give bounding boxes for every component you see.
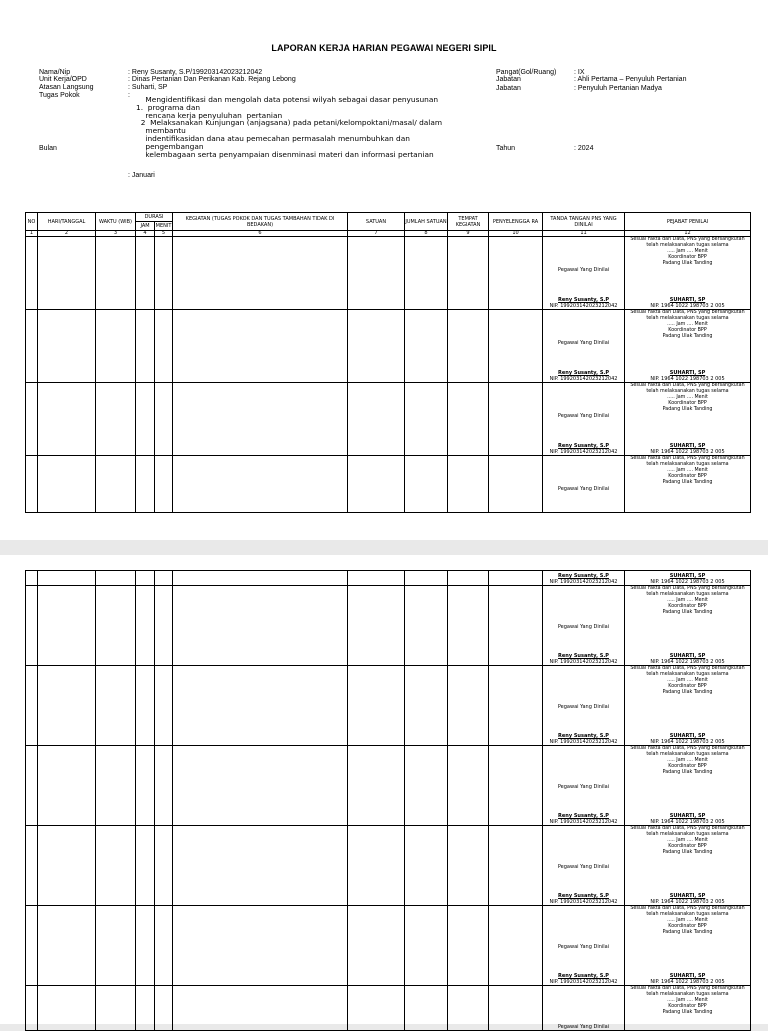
- tugas-pokok-line: indentifikasidan dana atau pemecahan permasalah menumbuhkan dan: [136, 133, 410, 143]
- cell-pejabat-penilai: [625, 310, 751, 383]
- pegawai-name: Reny Susanty, S.P: [558, 370, 609, 376]
- penilai-note: [625, 826, 750, 856]
- penilai-note: [625, 986, 750, 1016]
- cell-penyelenggara[interactable]: [489, 456, 543, 513]
- penilai-nip: NIP. 1964 1022 198703 2 005: [650, 449, 725, 455]
- cell-jumlah[interactable]: [405, 906, 448, 986]
- cell-hari-tanggal[interactable]: [38, 826, 96, 906]
- penilai-note-line: Sesuai Fakta dan Data, PNS yang bersangkutan: [630, 826, 745, 831]
- pegawai-label: Pegawai Yang Dinilai: [557, 784, 610, 790]
- value-atasan: : Suharti, SP: [128, 84, 168, 91]
- pegawai-label: Pegawai Yang Dinilai: [557, 864, 610, 870]
- cell-penyelenggara[interactable]: [489, 310, 543, 383]
- penilai-note: [625, 456, 750, 486]
- col-header-menit: MENIT: [155, 223, 172, 229]
- cell-tempat[interactable]: [448, 906, 489, 986]
- value-unit-kerja: : Dinas Pertanian Dan Perikanan Kab. Rejang Lebong: [128, 76, 296, 83]
- penilai-note: [625, 906, 750, 936]
- cell-waktu[interactable]: [96, 310, 136, 383]
- penilai-nip: NIP. 1964 1022 198703 2 005: [650, 376, 725, 382]
- cell-penyelenggara[interactable]: [489, 826, 543, 906]
- cell-satuan[interactable]: [348, 586, 405, 666]
- cell-ttd-pegawai: [543, 746, 625, 826]
- cell-pejabat-penilai: [625, 666, 751, 746]
- penilai-note-line: Padang Ulak Tanding: [662, 261, 713, 267]
- penilai-note-line: Padang Ulak Tanding: [662, 770, 713, 776]
- cell-jam[interactable]: [136, 571, 155, 586]
- col-header-tempat: TEMPAT KEGIATAN: [448, 213, 489, 231]
- cell-no[interactable]: [26, 906, 38, 986]
- cell-waktu[interactable]: [96, 826, 136, 906]
- cell-tempat[interactable]: [448, 571, 489, 586]
- cell-waktu[interactable]: [96, 383, 136, 456]
- penilai-note-line: ..... Jam .... Menit: [667, 838, 708, 844]
- label-nama-nip: Nama/Nip: [39, 69, 71, 76]
- penilai-note-line: ..... Jam .... Menit: [667, 468, 708, 474]
- cell-penyelenggara[interactable]: [489, 383, 543, 456]
- penilai-note-line: Koordinator BPP: [668, 844, 707, 850]
- cell-jumlah[interactable]: [405, 666, 448, 746]
- pegawai-label: Pegawai Yang Dinilai: [557, 624, 610, 630]
- penilai-name: SUHARTI, SP: [669, 893, 706, 899]
- penilai-name: SUHARTI, SP: [669, 973, 706, 979]
- cell-no[interactable]: [26, 237, 38, 310]
- col-number: 3: [96, 231, 136, 237]
- cell-menit[interactable]: [155, 383, 173, 456]
- cell-penyelenggara[interactable]: [489, 906, 543, 986]
- cell-jumlah[interactable]: [405, 237, 448, 310]
- cell-penyelenggara[interactable]: [489, 666, 543, 746]
- penilai-note-line: Koordinator BPP: [668, 604, 707, 610]
- cell-waktu[interactable]: [96, 237, 136, 310]
- pegawai-label: Pegawai Yang Dinilai: [557, 704, 610, 710]
- cell-pejabat-penilai: [625, 746, 751, 826]
- pegawai-label: Pegawai Yang Dinilai: [557, 1024, 610, 1030]
- cell-waktu[interactable]: [96, 586, 136, 666]
- cell-no[interactable]: [26, 666, 38, 746]
- col-header-jam: JAM: [136, 222, 155, 231]
- cell-satuan[interactable]: [348, 666, 405, 746]
- cell-kegiatan[interactable]: [173, 826, 348, 906]
- cell-tempat[interactable]: [448, 383, 489, 456]
- cell-waktu[interactable]: [96, 746, 136, 826]
- tugas-pokok-line: 2 Melaksanakan Kunjungan (anjagsana) pada petani/kelompoktani/masal/ dalam: [136, 118, 443, 128]
- col-number: 6: [173, 231, 348, 237]
- cell-jumlah[interactable]: [405, 310, 448, 383]
- penilai-note-line: ..... Jam .... Menit: [667, 322, 708, 328]
- penilai-note-line: Padang Ulak Tanding: [662, 930, 713, 936]
- label-atasan: Atasan Langsung: [39, 84, 94, 91]
- penilai-note-line: Koordinator BPP: [668, 924, 707, 930]
- tugas-pokok-line: pengembangan: [136, 141, 204, 151]
- cell-kegiatan[interactable]: [173, 666, 348, 746]
- cell-kegiatan[interactable]: [173, 906, 348, 986]
- cell-ttd-pegawai: [543, 826, 625, 906]
- penilai-note-line: ..... Jam .... Menit: [667, 249, 708, 255]
- penilai-note-line: Padang Ulak Tanding: [662, 407, 713, 413]
- cell-tempat[interactable]: [448, 666, 489, 746]
- penilai-name: SUHARTI, SP: [669, 297, 706, 303]
- value-nama-nip: : Reny Susanty, S.P/199203142023212042: [128, 69, 263, 76]
- col-number: 8: [405, 231, 448, 237]
- penilai-note-line: Padang Ulak Tanding: [662, 480, 713, 486]
- cell-menit[interactable]: [155, 310, 173, 383]
- penilai-note-line: telah melaksanakan tugas selama: [646, 832, 729, 838]
- cell-penyelenggara[interactable]: [489, 746, 543, 826]
- pegawai-label: Pegawai Yang Dinilai: [557, 267, 610, 273]
- cell-pejabat-penilai: [625, 826, 751, 906]
- cell-jumlah[interactable]: [405, 383, 448, 456]
- col-header-ttd: TANDA TANGAN PNS YANG DINILAI: [543, 213, 625, 231]
- cell-satuan[interactable]: [348, 383, 405, 456]
- table-row: [26, 746, 751, 826]
- label-unit-kerja: Unit Kerja/OPD: [39, 76, 87, 83]
- col-header-hari: HARI/TANGGAL: [38, 213, 96, 231]
- label-jabatan-1: Jabatan: [496, 76, 521, 83]
- table-row: [26, 571, 751, 586]
- penilai-name: SUHARTI, SP: [669, 443, 706, 449]
- penilai-note-line: Sesuai Fakta dan Data, PNS yang bersangkutan: [630, 383, 745, 388]
- cell-menit[interactable]: [155, 826, 173, 906]
- pegawai-nip: NIP. 199203142023212042: [549, 899, 618, 905]
- penilai-note-line: ..... Jam .... Menit: [667, 918, 708, 924]
- penilai-note: [625, 237, 750, 267]
- penilai-note-line: Sesuai Fakta dan Data, PNS yang bersangkutan: [630, 666, 745, 671]
- penilai-name: SUHARTI, SP: [669, 733, 706, 739]
- cell-kegiatan[interactable]: [173, 237, 348, 310]
- page-2: [0, 555, 768, 1030]
- table-row: [26, 666, 751, 746]
- cell-jam[interactable]: [136, 383, 155, 456]
- penilai-note-line: Koordinator BPP: [668, 255, 707, 261]
- pegawai-label: Pegawai Yang Dinilai: [557, 944, 610, 950]
- penilai-nip: NIP. 1964 1022 198703 2 005: [650, 659, 725, 665]
- cell-menit[interactable]: [155, 746, 173, 826]
- penilai-note: [625, 383, 750, 413]
- col-header-durasi: DURASI: [136, 213, 173, 222]
- cell-ttd-pegawai: [543, 586, 625, 666]
- tugas-pokok-line: kelembagaan serta penyampaian disenminasi materi dan informasi pertanian: [136, 149, 434, 159]
- label-jabatan-2: Jabatan: [496, 85, 521, 92]
- col-header-penyelenggara: PENYELENGGA RA: [489, 213, 543, 231]
- report-title: LAPORAN KERJA HARIAN PEGAWAI NEGERI SIPIL: [271, 43, 497, 53]
- cell-jumlah[interactable]: [405, 586, 448, 666]
- pegawai-nip: NIP. 199203142023212042: [549, 303, 618, 309]
- cell-kegiatan[interactable]: [173, 383, 348, 456]
- penilai-note-line: ..... Jam .... Menit: [667, 998, 708, 1004]
- penilai-note-line: Padang Ulak Tanding: [662, 690, 713, 696]
- pegawai-nip: NIP. 199203142023212042: [549, 819, 618, 825]
- penilai-note-line: Padang Ulak Tanding: [662, 850, 713, 856]
- penilai-note-line: ..... Jam .... Menit: [667, 395, 708, 401]
- pegawai-name: Reny Susanty, S.P: [558, 893, 609, 899]
- cell-ttd-pegawai: [543, 906, 625, 986]
- penilai-name: SUHARTI, SP: [669, 813, 706, 819]
- table-row: [26, 383, 751, 456]
- pegawai-name: Reny Susanty, S.P: [558, 653, 609, 659]
- cell-satuan[interactable]: [348, 310, 405, 383]
- cell-no[interactable]: [26, 383, 38, 456]
- cell-satuan[interactable]: [348, 746, 405, 826]
- penilai-note-line: Koordinator BPP: [668, 328, 707, 334]
- cell-no[interactable]: [26, 571, 38, 586]
- cell-ttd-pegawai: [543, 666, 625, 746]
- penilai-note-line: Sesuai Fakta dan Data, PNS yang bersangkutan: [630, 906, 745, 911]
- penilai-note-line: telah melaksanakan tugas selama: [646, 912, 729, 918]
- pegawai-nip: NIP. 199203142023212042: [549, 449, 618, 455]
- value-tahun: : 2024: [574, 145, 594, 152]
- cell-satuan[interactable]: [348, 826, 405, 906]
- penilai-nip: NIP. 1964 1022 198703 2 005: [650, 739, 725, 745]
- pegawai-label: Pegawai Yang Dinilai: [557, 413, 610, 419]
- cell-waktu[interactable]: [96, 906, 136, 986]
- cell-tempat[interactable]: [448, 746, 489, 826]
- cell-tempat[interactable]: [448, 586, 489, 666]
- penilai-note-line: ..... Jam .... Menit: [667, 758, 708, 764]
- penilai-note-line: telah melaksanakan tugas selama: [646, 389, 729, 395]
- cell-tempat[interactable]: [448, 237, 489, 310]
- penilai-note-line: Sesuai Fakta dan Data, PNS yang bersangkutan: [630, 986, 745, 991]
- col-number: 1: [26, 231, 38, 237]
- col-header-satuan: SATUAN: [348, 213, 405, 231]
- pegawai-nip: NIP. 199203142023212042: [549, 739, 618, 745]
- pegawai-nip: NIP. 199203142023212042: [549, 979, 618, 985]
- penilai-note: [625, 746, 750, 776]
- pegawai-name: Reny Susanty, S.P: [558, 733, 609, 739]
- table-row: [26, 237, 751, 310]
- penilai-note-line: telah melaksanakan tugas selama: [646, 672, 729, 678]
- cell-jam[interactable]: [136, 237, 155, 310]
- table-row: [26, 456, 751, 513]
- penilai-note-line: Koordinator BPP: [668, 401, 707, 407]
- pegawai-name: Reny Susanty, S.P: [558, 813, 609, 819]
- penilai-note-line: Padang Ulak Tanding: [662, 610, 713, 616]
- activity-table-continued: [25, 570, 751, 1031]
- cell-kegiatan[interactable]: [173, 746, 348, 826]
- penilai-nip: NIP. 1964 1022 198703 2 005: [650, 579, 725, 585]
- penilai-note: [625, 586, 750, 616]
- cell-satuan[interactable]: [348, 237, 405, 310]
- penilai-note-line: telah melaksanakan tugas selama: [646, 243, 729, 249]
- penilai-nip: NIP. 1964 1022 198703 2 005: [650, 979, 725, 985]
- cell-ttd-pegawai: [543, 237, 625, 310]
- cell-menit[interactable]: [155, 237, 173, 310]
- penilai-note-line: Sesuai Fakta dan Data, PNS yang bersangkutan: [630, 237, 745, 242]
- pegawai-name: Reny Susanty, S.P: [558, 297, 609, 303]
- cell-hari-tanggal[interactable]: [38, 456, 96, 513]
- col-number: 7: [348, 231, 405, 237]
- cell-hari-tanggal[interactable]: [38, 906, 96, 986]
- cell-no[interactable]: [26, 456, 38, 513]
- penilai-note-line: Sesuai Fakta dan Data, PNS yang bersangkutan: [630, 310, 745, 315]
- col-header-kegiatan: KEGIATAN (TUGAS POKOK DAN TUGAS TAMBAHAN TIDAK DI BEDAKAN): [173, 213, 348, 231]
- penilai-note-line: telah melaksanakan tugas selama: [646, 462, 729, 468]
- col-number: 11: [543, 231, 625, 237]
- cell-penyelenggara[interactable]: [489, 571, 543, 586]
- pegawai-name: Reny Susanty, S.P: [558, 973, 609, 979]
- pegawai-name: Reny Susanty, S.P: [558, 573, 609, 579]
- col-number: 2: [38, 231, 96, 237]
- pegawai-label: Pegawai Yang Dinilai: [557, 486, 610, 492]
- cell-menit[interactable]: [155, 456, 173, 513]
- cell-jumlah[interactable]: [405, 746, 448, 826]
- cell-pejabat-penilai: [625, 906, 751, 986]
- cell-satuan[interactable]: [348, 906, 405, 986]
- table-row: [26, 310, 751, 383]
- tugas-pokok-line: Mengidentifikasi dan mengolah data potensi wilyah sebagai dasar penyusunan: [136, 95, 439, 104]
- cell-pejabat-penilai: [625, 237, 751, 310]
- cell-hari-tanggal[interactable]: [38, 383, 96, 456]
- col-header-jumlah: JUMLAH SATUAN: [405, 213, 448, 231]
- cell-hari-tanggal[interactable]: [38, 571, 96, 586]
- penilai-name: SUHARTI, SP: [669, 653, 706, 659]
- penilai-note-line: Sesuai Fakta dan Data, PNS yang bersangkutan: [630, 746, 745, 751]
- penilai-nip: NIP. 1964 1022 198703 2 005: [650, 303, 725, 309]
- label-bulan: Bulan: [39, 145, 57, 152]
- cell-menit[interactable]: [155, 586, 173, 666]
- value-tugas-pokok-colon: :: [128, 92, 130, 99]
- cell-no[interactable]: [26, 746, 38, 826]
- cell-waktu[interactable]: [96, 666, 136, 746]
- penilai-note-line: ..... Jam .... Menit: [667, 598, 708, 604]
- col-number: 9: [448, 231, 489, 237]
- cell-no[interactable]: [26, 586, 38, 666]
- cell-tempat[interactable]: [448, 456, 489, 513]
- cell-waktu[interactable]: [96, 456, 136, 513]
- cell-jumlah[interactable]: [405, 826, 448, 906]
- cell-menit[interactable]: [155, 571, 173, 586]
- penilai-name: SUHARTI, SP: [669, 370, 706, 376]
- penilai-note: [625, 666, 750, 696]
- value-bulan: : Januari: [128, 172, 155, 179]
- col-header-waktu: WAKTU (WIB): [96, 213, 136, 231]
- cell-ttd-pegawai: [543, 383, 625, 456]
- cell-satuan[interactable]: [348, 456, 405, 513]
- col-number: 12: [625, 231, 751, 237]
- penilai-note-line: Padang Ulak Tanding: [662, 334, 713, 340]
- cell-tempat[interactable]: [448, 310, 489, 383]
- pegawai-nip: NIP. 199203142023212042: [549, 579, 618, 585]
- cell-kegiatan[interactable]: [173, 586, 348, 666]
- penilai-note-line: Sesuai Fakta dan Data, PNS yang bersangkutan: [630, 586, 745, 591]
- cell-hari-tanggal[interactable]: [38, 237, 96, 310]
- value-jabatan-2: : Penyuluh Pertanian Madya: [574, 85, 662, 92]
- penilai-note-line: ..... Jam .... Menit: [667, 678, 708, 684]
- cell-ttd-pegawai: [543, 310, 625, 383]
- cell-jumlah[interactable]: [405, 456, 448, 513]
- cell-jam[interactable]: [136, 746, 155, 826]
- cell-ttd-pegawai: [543, 571, 625, 586]
- tugas-pokok-line: 1. programa dan: [136, 102, 201, 112]
- penilai-note-line: Sesuai Fakta dan Data, PNS yang bersangkutan: [630, 456, 745, 461]
- col-number: 10: [489, 231, 543, 237]
- cell-kegiatan[interactable]: [173, 571, 348, 586]
- cell-jam[interactable]: [136, 906, 155, 986]
- label-pangkat: Pangat(Gol/Ruang): [496, 69, 557, 76]
- penilai-note-line: Koordinator BPP: [668, 764, 707, 770]
- table-row: [26, 586, 751, 666]
- tugas-pokok-text: [136, 96, 486, 158]
- tugas-pokok-line: rencana kerja penyuluhan pertanian: [136, 110, 283, 120]
- cell-penyelenggara[interactable]: [489, 586, 543, 666]
- cell-no[interactable]: [26, 310, 38, 383]
- cell-hari-tanggal[interactable]: [38, 746, 96, 826]
- penilai-note-line: Koordinator BPP: [668, 1004, 707, 1010]
- cell-pejabat-penilai: [625, 586, 751, 666]
- cell-menit[interactable]: [155, 666, 173, 746]
- cell-kegiatan[interactable]: [173, 310, 348, 383]
- cell-jam[interactable]: [136, 666, 155, 746]
- cell-tempat[interactable]: [448, 826, 489, 906]
- cell-pejabat-penilai: [625, 456, 751, 513]
- col-number: 5: [155, 231, 173, 237]
- cell-penyelenggara[interactable]: [489, 237, 543, 310]
- value-pangkat: : IX: [574, 69, 585, 76]
- col-number: 4: [136, 231, 155, 237]
- pegawai-name: Reny Susanty, S.P: [558, 443, 609, 449]
- label-tugas-pokok: Tugas Pokok: [39, 92, 80, 99]
- activity-table: [25, 212, 751, 513]
- cell-pejabat-penilai: [625, 571, 751, 586]
- cell-menit[interactable]: [155, 906, 173, 986]
- penilai-name: SUHARTI, SP: [669, 573, 706, 579]
- pegawai-label: Pegawai Yang Dinilai: [557, 340, 610, 346]
- cell-hari-tanggal[interactable]: [38, 586, 96, 666]
- penilai-nip: NIP. 1964 1022 198703 2 005: [650, 899, 725, 905]
- penilai-note-line: Koordinator BPP: [668, 684, 707, 690]
- cell-satuan[interactable]: [348, 571, 405, 586]
- pegawai-nip: NIP. 199203142023212042: [549, 376, 618, 382]
- cell-hari-tanggal[interactable]: [38, 666, 96, 746]
- penilai-note-line: telah melaksanakan tugas selama: [646, 752, 729, 758]
- value-jabatan-1: : Ahli Pertama – Penyuluh Pertanian: [574, 76, 687, 83]
- cell-jumlah[interactable]: [405, 571, 448, 586]
- cell-ttd-pegawai: [543, 456, 625, 513]
- penilai-nip: NIP. 1964 1022 198703 2 005: [650, 819, 725, 825]
- cell-no[interactable]: [26, 826, 38, 906]
- label-tahun: Tahun: [496, 145, 516, 152]
- cell-waktu[interactable]: [96, 571, 136, 586]
- cell-hari-tanggal[interactable]: [38, 310, 96, 383]
- table-row: [26, 826, 751, 906]
- penilai-note: [625, 310, 750, 340]
- cell-jam[interactable]: [136, 586, 155, 666]
- pegawai-nip: NIP. 199203142023212042: [549, 659, 618, 665]
- cell-pejabat-penilai: [625, 383, 751, 456]
- table-row: [26, 906, 751, 986]
- cell-jam[interactable]: [136, 826, 155, 906]
- penilai-note-line: telah melaksanakan tugas selama: [646, 992, 729, 998]
- cell-jam[interactable]: [136, 456, 155, 513]
- col-header-no: NO: [26, 213, 38, 231]
- penilai-note-line: Koordinator BPP: [668, 474, 707, 480]
- penilai-note-line: telah melaksanakan tugas selama: [646, 592, 729, 598]
- col-header-pejabat: PEJABAT PENILAI: [625, 213, 751, 231]
- tugas-pokok-line: membantu: [136, 126, 186, 136]
- cell-jam[interactable]: [136, 310, 155, 383]
- cell-kegiatan[interactable]: [173, 456, 348, 513]
- penilai-note-line: telah melaksanakan tugas selama: [646, 316, 729, 322]
- penilai-note-line: Padang Ulak Tanding: [662, 1010, 713, 1016]
